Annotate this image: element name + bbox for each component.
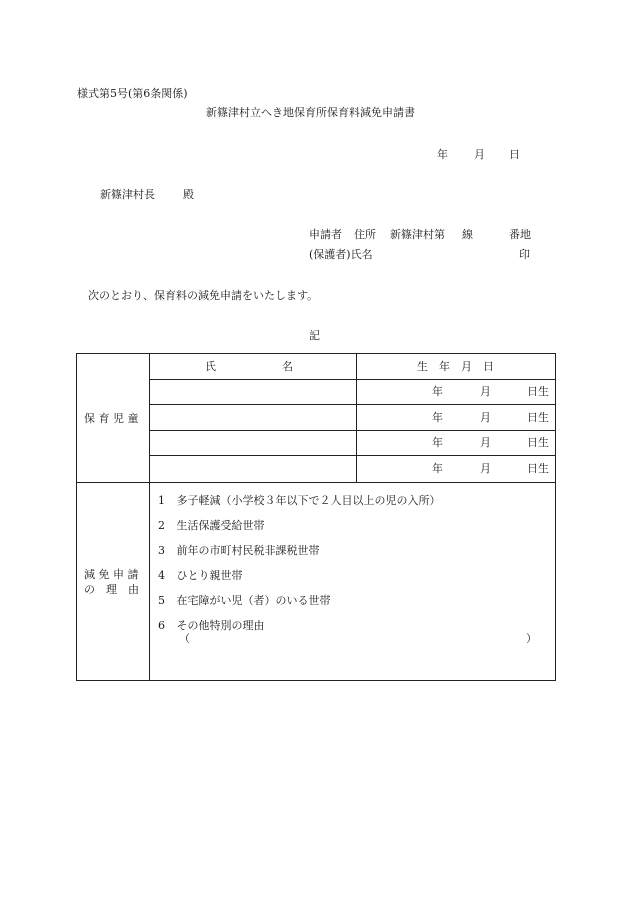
- date-month-label: 月: [474, 148, 485, 161]
- form-number: 様式第5号(第6条関係): [77, 87, 188, 100]
- reason-number: 5: [158, 594, 165, 607]
- note-mark: 記: [309, 329, 320, 342]
- reason-text: 在宅障がい児（者）のいる世帯: [176, 594, 331, 607]
- column-header-name: 氏 名: [205, 360, 293, 373]
- lot-label: 番地: [509, 228, 531, 241]
- birth-year-label: 年: [432, 436, 443, 449]
- seal-label: 印: [519, 248, 530, 261]
- reason-number: 4: [158, 569, 165, 582]
- application-table: [76, 353, 556, 681]
- column-header-birthdate: 生 年 月 日: [417, 360, 494, 373]
- birth-month-label: 月: [480, 411, 491, 424]
- guardian-name-label: (保護者)氏名: [309, 248, 373, 261]
- addressee-name: 新篠津村長: [100, 188, 155, 201]
- name-birth-divider: [356, 354, 357, 482]
- reason-text: その他特別の理由: [176, 619, 265, 632]
- paren-open: （: [179, 632, 190, 645]
- row-divider: [149, 379, 556, 380]
- reason-number: 2: [158, 519, 165, 532]
- reason-item: [158, 520, 265, 531]
- date-year-label: 年: [437, 148, 448, 161]
- birth-year-label: 年: [432, 385, 443, 398]
- birth-day-label: 日生: [527, 411, 549, 424]
- reason-number: 3: [158, 544, 165, 557]
- birth-day-label: 日生: [527, 436, 549, 449]
- address-prefix: 新篠津村第: [390, 228, 445, 241]
- reason-item: [158, 570, 243, 581]
- intro-text: 次のとおり、保育料の減免申請をいたします。: [88, 289, 319, 302]
- reason-label-line1: 減 免 申 請: [84, 568, 139, 581]
- reason-text: ひとり親世帯: [176, 569, 243, 582]
- reason-item: [158, 495, 441, 506]
- line-label: 線: [462, 228, 473, 241]
- reason-number: 1: [158, 494, 165, 507]
- birth-month-label: 月: [480, 385, 491, 398]
- paren-close: ）: [526, 632, 537, 645]
- birth-year-label: 年: [432, 411, 443, 424]
- reason-label-line2: の 理 由: [84, 583, 139, 596]
- birth-day-label: 日生: [527, 385, 549, 398]
- reason-item: [158, 595, 331, 606]
- address-label: 住所: [354, 228, 376, 241]
- birth-year-label: 年: [432, 462, 443, 475]
- row-divider: [149, 404, 556, 405]
- row-divider: [149, 455, 556, 456]
- reason-item: [158, 545, 320, 556]
- label-column-divider: [149, 354, 150, 681]
- birth-day-label: 日生: [527, 462, 549, 475]
- reason-text: 前年の市町村民税非課税世帯: [176, 544, 320, 557]
- children-label: 保 育 児 童: [84, 412, 139, 425]
- addressee-honorific: 殿: [183, 188, 194, 201]
- birth-month-label: 月: [480, 436, 491, 449]
- birth-month-label: 月: [480, 462, 491, 475]
- reason-text: 多子軽減（小学校３年以下で２人目以上の児の入所）: [176, 494, 441, 507]
- document-title: 新篠津村立へき地保育所保育料減免申請書: [206, 106, 415, 119]
- reason-number: 6: [158, 619, 165, 632]
- row-divider: [149, 430, 556, 431]
- date-day-label: 日: [509, 148, 520, 161]
- reason-item: [158, 620, 265, 631]
- reason-text: 生活保護受給世帯: [176, 519, 265, 532]
- applicant-label: 申請者: [309, 228, 342, 241]
